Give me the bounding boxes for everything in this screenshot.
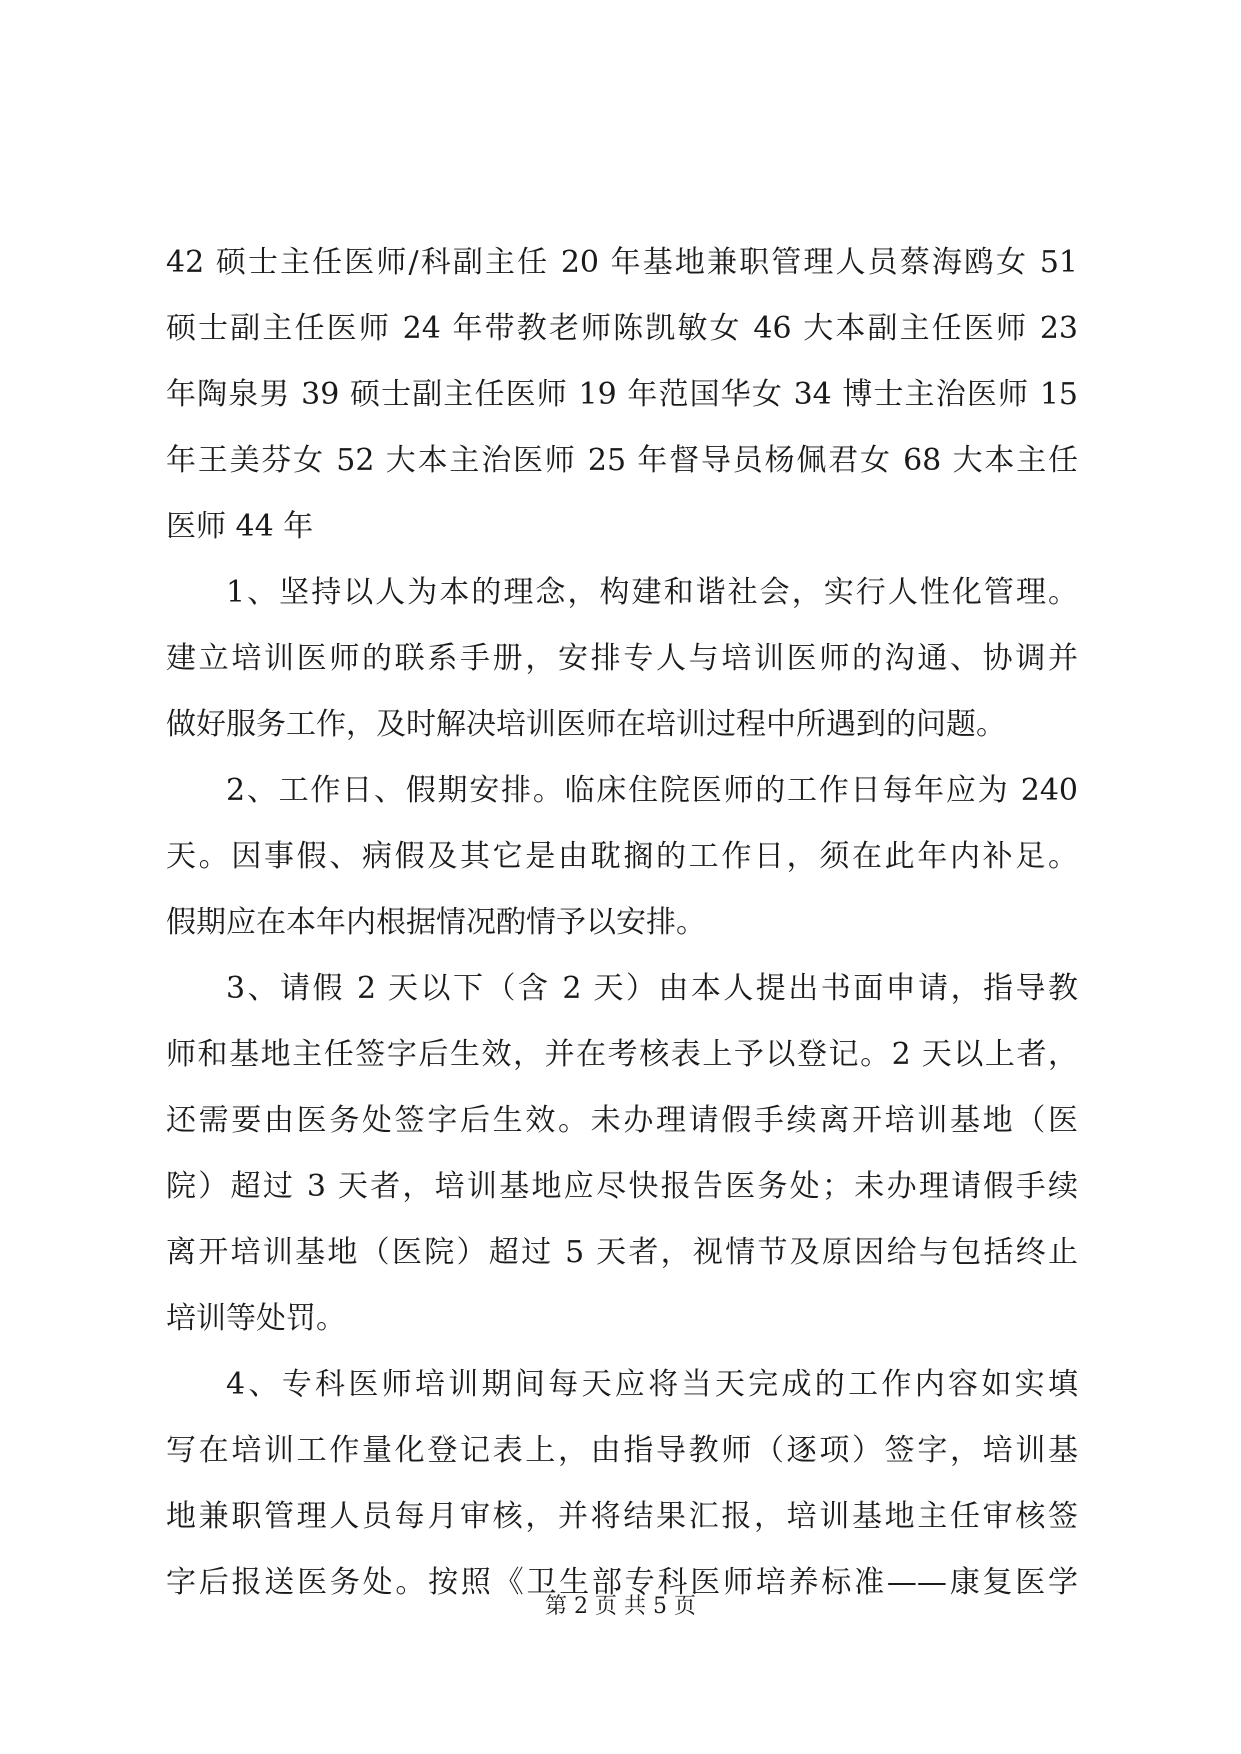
text-line: 假期应在本年内根据情况酌情予以安排。: [166, 905, 706, 940]
text-line: 培训等处罚。: [166, 1301, 346, 1336]
text-line: 天。因事假、病假及其它是由耽搁的工作日，须在此年内补足。: [166, 839, 1078, 874]
text-line: 写在培训工作量化登记表上，由指导教师（逐项）签字，培训基: [166, 1433, 1078, 1468]
text-line: 离开培训基地（医院）超过 5 天者，视情节及原因给与包括终止: [166, 1235, 1078, 1270]
page-footer: 第 2 页 共 5 页: [545, 1594, 696, 1619]
text-line: 做好服务工作，及时解决培训医师在培训过程中所遇到的问题。: [166, 707, 1006, 742]
text-line: 1、坚持以人为本的理念，构建和谐社会，实行人性化管理。: [226, 575, 1078, 610]
text-line: 建立培训医师的联系手册，安排专人与培训医师的沟通、协调并: [166, 641, 1078, 676]
text-line: 3、请假 2 天以下（含 2 天）由本人提出书面申请，指导教: [226, 971, 1078, 1006]
text-line: 院）超过 3 天者，培训基地应尽快报告医务处；未办理请假手续: [166, 1169, 1078, 1204]
text-line: 字后报送医务处。按照《卫生部专科医师培养标准——康复医学: [166, 1565, 1078, 1600]
text-line: 4、专科医师培训期间每天应将当天完成的工作内容如实填: [226, 1367, 1078, 1402]
text-line: 还需要由医务处签字后生效。未办理请假手续离开培训基地（医: [166, 1103, 1078, 1138]
text-line: 42 硕士主任医师/科副主任 20 年基地兼职管理人员蔡海鸥女 51: [166, 245, 1078, 280]
text-line: 硕士副主任医师 24 年带教老师陈凯敏女 46 大本副主任医师 23: [166, 311, 1078, 346]
body-text: [166, 230, 1078, 1616]
text-line: 医师 44 年: [166, 509, 314, 544]
text-line: 年王美芬女 52 大本主治医师 25 年督导员杨佩君女 68 大本主任: [166, 443, 1078, 478]
text-line: 年陶泉男 39 硕士副主任医师 19 年范国华女 34 博士主治医师 15: [166, 377, 1078, 412]
text-line: 2、工作日、假期安排。临床住院医师的工作日每年应为 240: [226, 773, 1078, 808]
text-line: 师和基地主任签字后生效，并在考核表上予以登记。2 天以上者，: [166, 1037, 1078, 1072]
text-line: 地兼职管理人员每月审核，并将结果汇报，培训基地主任审核签: [166, 1499, 1078, 1534]
